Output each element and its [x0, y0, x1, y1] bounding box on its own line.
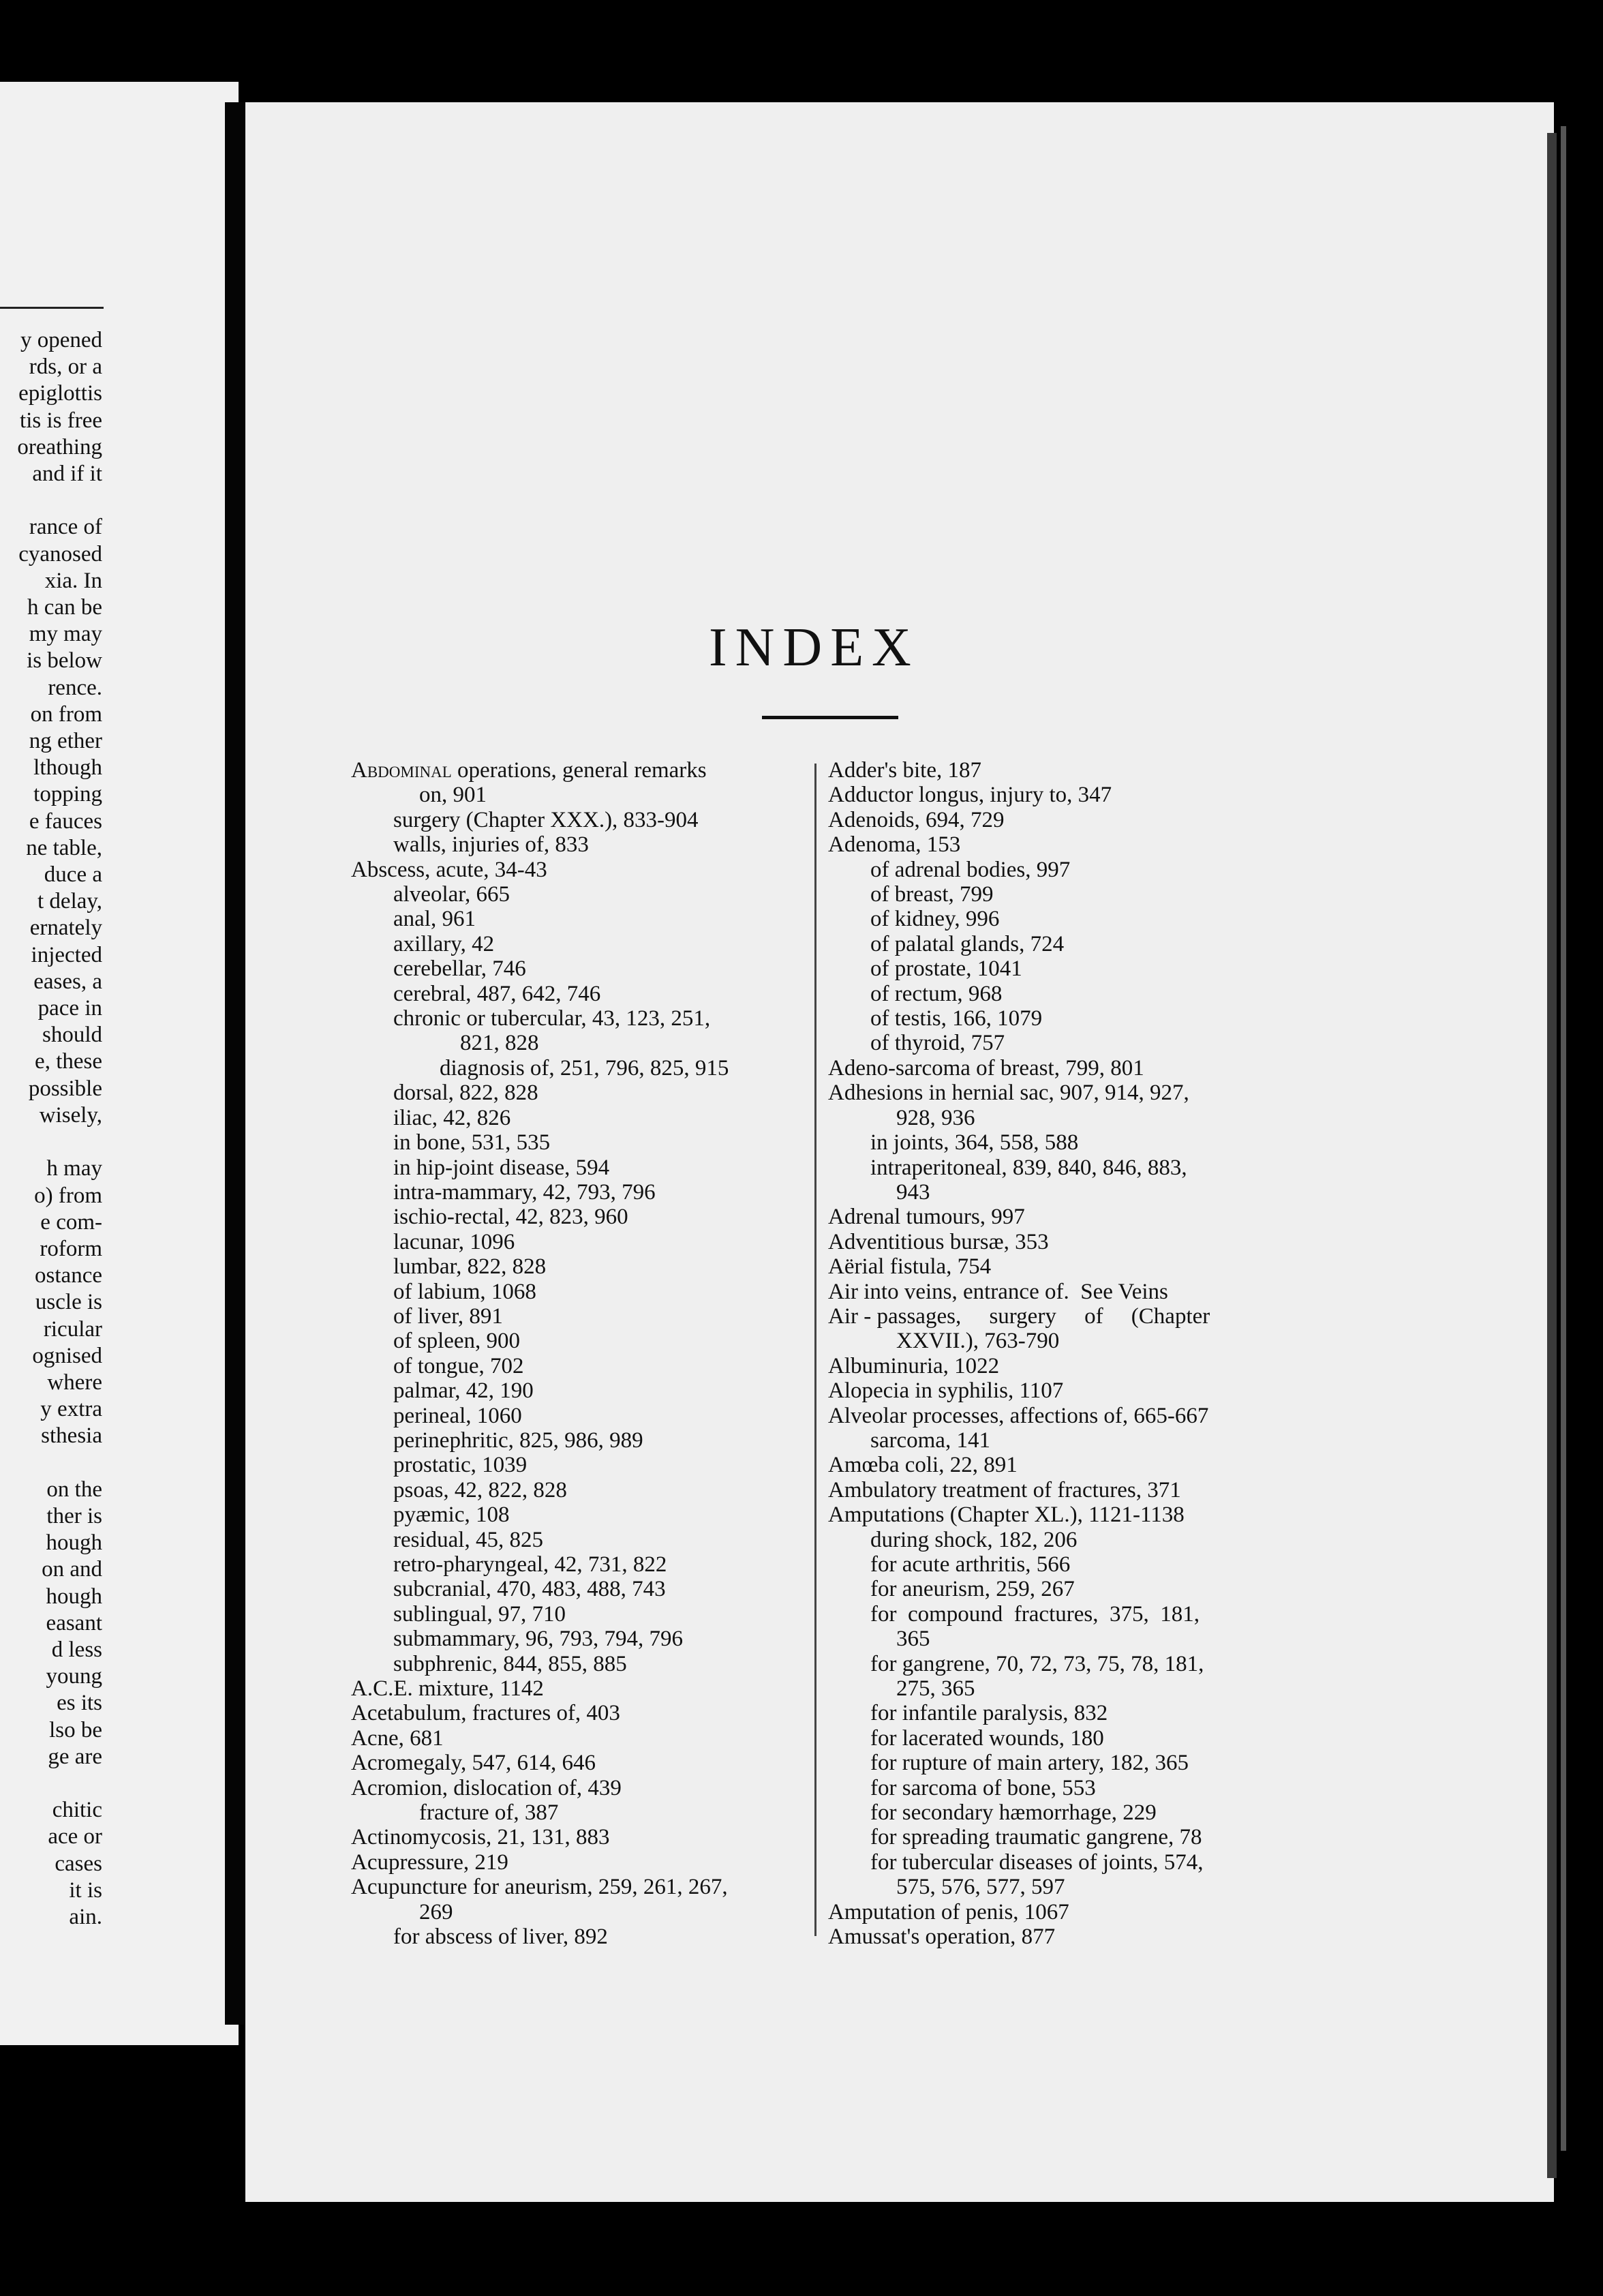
index-entry: [828, 858, 1319, 882]
index-entry-text: psoas, 42, 822, 828: [393, 1477, 567, 1502]
left-page-line: my may: [29, 622, 102, 647]
index-entry-text: for infantile paralysis, 832: [870, 1701, 1108, 1726]
left-page-line: e fauces: [29, 809, 102, 834]
index-entry: [828, 1850, 1319, 1875]
index-entry-text: for tubercular diseases of joints, 574,: [870, 1849, 1204, 1875]
index-entry-text: submammary, 96, 793, 794, 796: [393, 1627, 683, 1652]
index-entry: [351, 1006, 814, 1031]
index-entry: [828, 1875, 1319, 1899]
left-page-line: ain.: [69, 1904, 102, 1929]
index-entry: [351, 1528, 814, 1552]
index-entry: [828, 1478, 1319, 1502]
index-entry-text: in joints, 364, 558, 588: [870, 1130, 1079, 1155]
left-page-line: eases, a: [33, 969, 102, 994]
index-entry-text: pyæmic, 108: [393, 1502, 510, 1528]
left-page-line: possible: [28, 1076, 102, 1101]
index-entry-text: sarcoma, 141: [870, 1428, 990, 1453]
index-entry: [828, 1006, 1319, 1031]
index-entry-text: Adeno-sarcoma of breast, 799, 801: [828, 1055, 1144, 1081]
index-entry: [828, 982, 1319, 1006]
index-entry-text: Adder's bite, 187: [828, 758, 981, 783]
index-entry: [828, 1800, 1319, 1825]
index-entry-text: fracture of, 387: [419, 1800, 559, 1826]
left-page-line: lthough: [33, 755, 102, 781]
index-entry-text: Air into veins, entrance of. See Veins: [828, 1279, 1168, 1304]
index-entry: [828, 1577, 1319, 1601]
index-entry-text: intra-mammary, 42, 793, 796: [393, 1179, 656, 1205]
index-entry: [351, 808, 814, 832]
index-entry: [828, 1528, 1319, 1552]
index-entry-text: Adenoma, 153: [828, 832, 961, 858]
index-entry-text: XXVII.), 763-790: [896, 1329, 1060, 1354]
index-entry: [351, 1354, 814, 1378]
index-entry-text: Aërial fistula, 754: [828, 1254, 992, 1280]
left-page-line: duce a: [44, 862, 102, 888]
left-page-line: ognised: [32, 1343, 102, 1368]
index-entry-text: Actinomycosis, 21, 131, 883: [351, 1825, 610, 1850]
left-page-line: and if it: [32, 462, 102, 487]
index-entry-text: perinephritic, 825, 986, 989: [393, 1428, 643, 1453]
index-entry: [351, 1304, 814, 1329]
index-column-right: [828, 758, 1319, 1950]
index-entry-text: Acupressure, 219: [351, 1849, 508, 1875]
index-entry: [351, 1081, 814, 1105]
left-page-line: is below: [27, 648, 102, 674]
index-entry: [351, 1130, 814, 1155]
index-entry-text: lacunar, 1096: [393, 1229, 515, 1254]
index-entry: [828, 1378, 1319, 1403]
index-entry: [828, 882, 1319, 907]
left-page-line: [0, 1450, 239, 1477]
index-entry-text: diagnosis of, 251, 796, 825, 915: [440, 1055, 729, 1081]
index-entry: [828, 1726, 1319, 1751]
left-page-line: cases: [55, 1851, 102, 1876]
left-page-rule: [0, 307, 104, 309]
index-entry-text: for sarcoma of bone, 553: [870, 1775, 1096, 1800]
index-entry-text: Acne, 681: [351, 1725, 444, 1751]
index-entry: [828, 1354, 1319, 1378]
left-page-line: tis is free: [20, 408, 102, 433]
index-entry-text: in hip-joint disease, 594: [393, 1155, 610, 1180]
index-entry-text: Alveolar processes, affections of, 665-667: [828, 1403, 1209, 1428]
left-page-line: ge are: [48, 1744, 102, 1769]
index-entry-text: perineal, 1060: [393, 1403, 522, 1428]
left-page-line: on and: [42, 1557, 102, 1582]
index-entry: [828, 1130, 1319, 1155]
index-entry: [828, 1552, 1319, 1577]
index-entry: [351, 1776, 814, 1800]
index-entry: [351, 907, 814, 931]
index-entry-text: Amputations (Chapter XL.), 1121-1138: [828, 1502, 1185, 1528]
index-entry: [351, 1280, 814, 1304]
left-page-line: hough: [46, 1584, 102, 1609]
index-entry-text: prostatic, 1039: [393, 1453, 528, 1478]
index-entry: [351, 858, 814, 882]
index-entry: [828, 783, 1319, 807]
column-divider: [814, 764, 816, 1936]
index-entry-text: for abscess of liver, 892: [393, 1924, 608, 1950]
index-entry-text: chronic or tubercular, 43, 123, 251,: [393, 1006, 711, 1031]
left-page-line: pace in: [37, 996, 102, 1021]
index-entry: [351, 1751, 814, 1775]
left-page-line: d less: [51, 1637, 102, 1662]
index-entry: [828, 1081, 1319, 1105]
index-entry: [351, 1552, 814, 1577]
index-entry-text: Amputation of penis, 1067: [828, 1899, 1069, 1924]
index-entry: [828, 1825, 1319, 1849]
index-entry-text: Acromegaly, 547, 614, 646: [351, 1751, 596, 1776]
index-entry: [351, 932, 814, 956]
index-entry: [828, 932, 1319, 956]
index-entry: [828, 1751, 1319, 1775]
index-entry: [828, 1652, 1319, 1676]
left-page-line: o) from: [34, 1183, 102, 1208]
left-page-line: lso be: [49, 1717, 102, 1742]
index-entry-text: iliac, 42, 826: [393, 1105, 511, 1130]
left-page-line: sthesia: [41, 1423, 102, 1449]
index-entry-text: for aneurism, 259, 267: [870, 1577, 1075, 1602]
index-entry-text: Ambulatory treatment of fractures, 371: [828, 1477, 1181, 1502]
index-entry-text: retro-pharyngeal, 42, 731, 822: [393, 1552, 667, 1577]
index-entry: [828, 1205, 1319, 1229]
index-entry: [351, 1404, 814, 1428]
left-page-line: ricular: [43, 1316, 102, 1342]
left-page-line: ace or: [48, 1824, 102, 1849]
index-entry-text: Acromion, dislocation of, 439: [351, 1775, 622, 1800]
index-entry-text: 821, 828: [460, 1031, 539, 1056]
left-page-line: chitic: [52, 1798, 102, 1823]
left-page-line: oreathing: [17, 434, 102, 459]
left-page-fragment: [0, 82, 239, 2045]
index-entry: [351, 1329, 814, 1353]
index-entry-text: Acupuncture for aneurism, 259, 261, 267,: [351, 1875, 728, 1900]
index-entry-text: cerebellar, 746: [393, 956, 526, 982]
index-entry-text: subphrenic, 844, 855, 885: [393, 1651, 627, 1676]
left-page-line: y opened: [20, 328, 102, 352]
left-page-line: ther is: [46, 1503, 102, 1528]
index-entry: [828, 1627, 1319, 1651]
index-entry: [828, 808, 1319, 832]
index-entry: [351, 982, 814, 1006]
index-entry: [828, 1230, 1319, 1254]
left-page-line: rence.: [48, 675, 102, 700]
left-page-line: rds, or a: [29, 354, 102, 380]
index-entry-text: surgery (Chapter XXX.), 833-904: [393, 807, 699, 832]
index-entry-text: lumbar, 822, 828: [393, 1254, 547, 1280]
index-entry: [828, 1453, 1319, 1477]
index-entry-text: of tongue, 702: [393, 1353, 524, 1378]
left-page-line: uscle is: [35, 1290, 102, 1315]
index-entry: [351, 1378, 814, 1403]
index-entry-text: alveolar, 665: [393, 882, 510, 907]
page-edge: [1547, 133, 1557, 2178]
index-entry-text: for compound fractures, 375, 181,: [870, 1601, 1200, 1627]
left-page-line: h may: [46, 1156, 102, 1181]
left-page-line: wisely,: [39, 1102, 102, 1128]
index-entry: [828, 1056, 1319, 1081]
left-page-line: roform: [40, 1236, 102, 1261]
index-entry-text: 269: [419, 1899, 453, 1924]
index-entry-text: Albuminuria, 1022: [828, 1353, 1000, 1378]
left-page-line: epiglottis: [18, 381, 102, 406]
index-entry-text: Alopecia in syphilis, 1107: [828, 1378, 1064, 1404]
index-entry-text: 275, 365: [896, 1676, 975, 1702]
index-entry-text: Air - passages, surgery of (Chapter: [828, 1303, 1210, 1329]
index-entry: [351, 1701, 814, 1725]
index-entry-text: Acetabulum, fractures of, 403: [351, 1701, 620, 1726]
left-page-line: on the: [46, 1477, 102, 1502]
index-entry-text: ischio-rectal, 42, 823, 960: [393, 1205, 628, 1230]
left-page-line: ne table,: [26, 835, 102, 860]
index-entry: [828, 1676, 1319, 1701]
index-entry-text: residual, 45, 825: [393, 1527, 543, 1552]
index-entry: [351, 1676, 814, 1701]
index-entry-text: Adenoids, 694, 729: [828, 807, 1005, 832]
left-page-text: [0, 327, 239, 1931]
left-page-line: injected: [31, 942, 102, 967]
index-entry: [828, 1106, 1319, 1130]
left-page-line: [0, 487, 239, 514]
left-page-line: xia. In: [44, 568, 102, 593]
page-edge: [1561, 126, 1566, 2151]
index-entry-text: sublingual, 97, 710: [393, 1601, 566, 1627]
index-entry: [351, 1180, 814, 1205]
left-page-line: young: [46, 1664, 102, 1689]
index-entry-text: of spleen, 900: [393, 1329, 521, 1354]
index-entry: [351, 1900, 814, 1924]
index-entry-text: in bone, 531, 535: [393, 1130, 551, 1155]
index-entry-text: Abscess, acute, 34-43: [351, 857, 547, 882]
left-page-line: it is: [69, 1877, 102, 1903]
index-entry-text: 575, 576, 577, 597: [896, 1875, 1065, 1900]
left-page-line: [0, 1770, 239, 1797]
left-page-line: hough: [46, 1530, 102, 1556]
left-page-line: should: [42, 1023, 102, 1048]
index-entry: [828, 1602, 1319, 1627]
index-entry: [351, 1850, 814, 1875]
left-page-line: t delay,: [37, 889, 102, 914]
left-page-line: es its: [57, 1691, 102, 1716]
index-entry: [351, 1205, 814, 1229]
index-entry-text: 365: [896, 1627, 930, 1652]
index-entry-text: of kidney, 996: [870, 907, 1000, 932]
left-page-line: cyanosed: [18, 541, 102, 567]
left-page-line: e com-: [40, 1209, 102, 1235]
index-entry: [351, 832, 814, 857]
index-entry: [351, 1726, 814, 1751]
index-entry: [828, 1329, 1319, 1353]
index-entry-text: of palatal glands, 724: [870, 931, 1065, 956]
left-page-line: rance of: [29, 515, 102, 540]
index-entry-text: for spreading traumatic gangrene, 78: [870, 1825, 1202, 1850]
index-entry-text: for secondary hæmorrhage, 229: [870, 1800, 1157, 1826]
left-page-line: on from: [30, 701, 102, 727]
index-entry: [351, 1478, 814, 1502]
index-entry-text: 943: [896, 1179, 930, 1205]
index-entry-text: A.C.E. mixture, 1142: [351, 1676, 544, 1702]
index-entry: [351, 956, 814, 981]
index-entry-text: operations, general remarks: [451, 758, 707, 783]
index-entry: [351, 1453, 814, 1477]
index-entry: [351, 1254, 814, 1279]
index-entry-text: 928, 936: [896, 1105, 975, 1130]
index-entry: [828, 956, 1319, 981]
index-entry-text: cerebral, 487, 642, 746: [393, 981, 601, 1006]
index-entry-text: Adrenal tumours, 997: [828, 1205, 1025, 1230]
index-entry-text: for lacerated wounds, 180: [870, 1725, 1104, 1751]
index-entry: [351, 882, 814, 907]
index-entry: [351, 783, 814, 807]
index-entry: [828, 1280, 1319, 1304]
index-entry: [828, 1428, 1319, 1453]
index-entry: [828, 1776, 1319, 1800]
index-entry-text: Amœba coli, 22, 891: [828, 1453, 1018, 1478]
index-entry-text: Adventitious bursæ, 353: [828, 1229, 1049, 1254]
index-entry-text: during shock, 182, 206: [870, 1527, 1078, 1552]
index-entry-text: of liver, 891: [393, 1303, 503, 1329]
left-page-line: h can be: [27, 595, 102, 620]
index-entry: [351, 1875, 814, 1899]
index-entry: [351, 1924, 814, 1949]
index-entry-text: for acute arthritis, 566: [870, 1552, 1071, 1577]
index-entry: [351, 1428, 814, 1453]
index-entry: [351, 1230, 814, 1254]
index-entry: [828, 1155, 1319, 1180]
index-entry: [828, 758, 1319, 783]
index-entry-text: intraperitoneal, 839, 840, 846, 883,: [870, 1155, 1187, 1180]
index-entry: [828, 1254, 1319, 1279]
index-entry-text: of breast, 799: [870, 882, 994, 907]
index-entry: [351, 1031, 814, 1055]
index-entry-text: dorsal, 822, 828: [393, 1081, 538, 1106]
index-entry: [828, 1502, 1319, 1527]
left-page-line: e, these: [35, 1049, 102, 1074]
index-entry-text: of thyroid, 757: [870, 1031, 1005, 1056]
index-entry-text: axillary, 42: [393, 931, 495, 956]
index-entry: [351, 1502, 814, 1527]
index-entry: [351, 758, 814, 783]
index-entry: [351, 1056, 814, 1081]
index-column-left: [351, 758, 814, 1950]
index-entry-text: Amussat's operation, 877: [828, 1924, 1056, 1950]
index-entry-text: for rupture of main artery, 182, 365: [870, 1751, 1189, 1776]
index-entry-text: of labium, 1068: [393, 1279, 536, 1304]
index-entry-text: Adhesions in hernial sac, 907, 914, 927,: [828, 1081, 1189, 1106]
index-entry: [828, 1031, 1319, 1055]
index-entry-text: for gangrene, 70, 72, 73, 75, 78, 181,: [870, 1651, 1204, 1676]
index-entry: [351, 1577, 814, 1601]
index-entry: [828, 1900, 1319, 1924]
index-entry: [828, 907, 1319, 931]
left-page-line: ernately: [29, 916, 102, 941]
index-entry: [351, 1602, 814, 1627]
left-page-line: ostance: [35, 1263, 102, 1288]
index-entry: [828, 1180, 1319, 1205]
index-entry: [351, 1627, 814, 1651]
left-page-line: topping: [33, 782, 102, 807]
index-entry: [828, 1404, 1319, 1428]
index-entry-text: of adrenal bodies, 997: [870, 857, 1071, 882]
index-entry: [351, 1155, 814, 1180]
index-entry: [828, 1304, 1319, 1329]
left-page-line: easant: [46, 1610, 102, 1635]
index-entry-text: on, 901: [419, 783, 487, 808]
index-entry-text: walls, injuries of, 833: [393, 832, 589, 858]
index-entry: [351, 1106, 814, 1130]
index-entry-text: of testis, 166, 1079: [870, 1006, 1043, 1031]
index-entry: [351, 1652, 814, 1676]
index-entry: [828, 1924, 1319, 1949]
index-entry-text: of rectum, 968: [870, 981, 1003, 1006]
left-page-line: ng ether: [29, 729, 102, 754]
index-entry-text: palmar, 42, 190: [393, 1378, 534, 1404]
index-entry-text: Adductor longus, injury to, 347: [828, 783, 1112, 808]
left-page-line: [0, 1129, 239, 1155]
left-page-line: where: [47, 1370, 102, 1395]
index-entry-text: subcranial, 470, 483, 488, 743: [393, 1577, 666, 1602]
page-title: INDEX: [709, 618, 919, 678]
index-entry: [351, 1800, 814, 1825]
index-entry-text: anal, 961: [393, 907, 476, 932]
index-entry: [828, 832, 1319, 857]
left-page-line: y extra: [40, 1397, 102, 1422]
index-entry: [351, 1825, 814, 1849]
title-rule: [762, 716, 898, 719]
index-entry-headword: Abdominal: [351, 758, 452, 783]
index-entry: [828, 1701, 1319, 1725]
index-entry-text: of prostate, 1041: [870, 956, 1022, 982]
